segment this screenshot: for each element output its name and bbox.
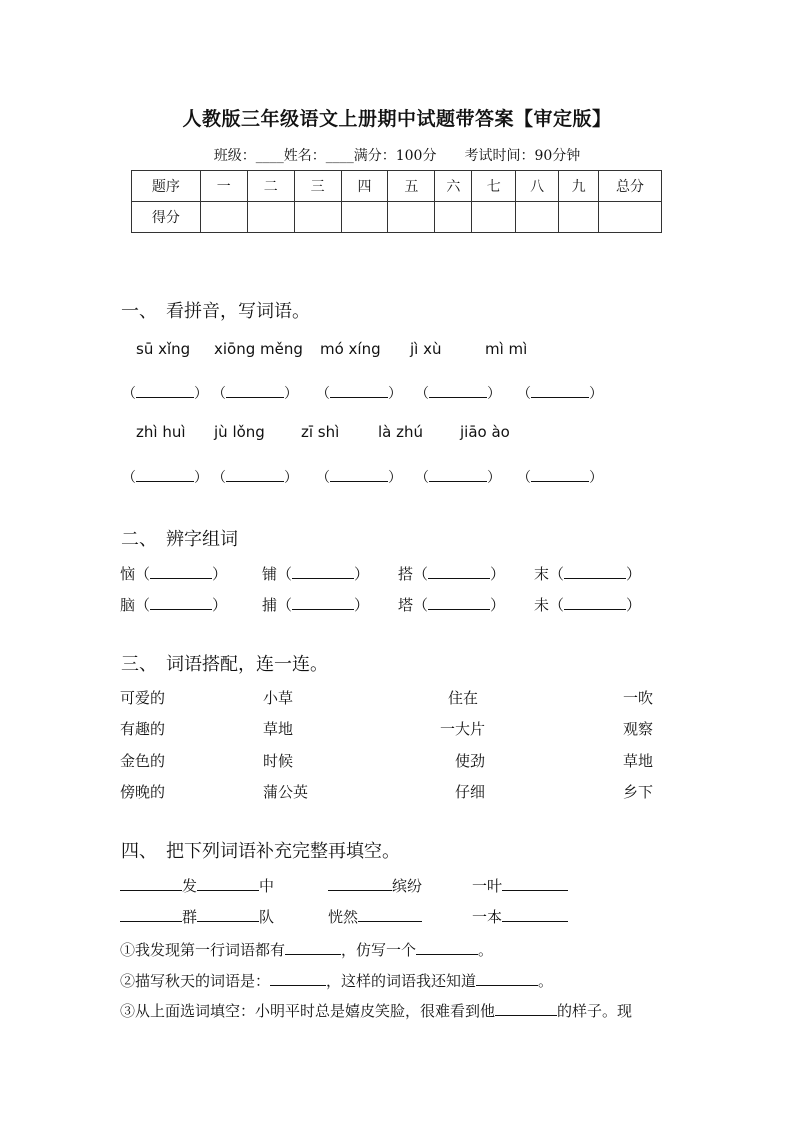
question-2[interactable]: ②描写秋天的词语是： ，这样的词语我还知道 。 bbox=[120, 972, 554, 990]
fill-word[interactable]: 发 中 bbox=[120, 875, 274, 896]
match-word[interactable]: 草地 bbox=[263, 720, 294, 738]
answer-blank[interactable]: （ ） bbox=[316, 383, 402, 403]
answer-blank[interactable]: （ ） bbox=[212, 383, 298, 403]
match-word[interactable]: 一大片 bbox=[440, 720, 486, 738]
exam-info: 班级：____姓名：____满分：100分 考试时间：90分钟 bbox=[213, 148, 581, 164]
pinyin-item: mó xíng bbox=[320, 340, 381, 358]
header-cell: 一 bbox=[200, 171, 247, 202]
answer-blank[interactable]: （ ） bbox=[415, 467, 501, 487]
score-table bbox=[131, 170, 662, 233]
match-word[interactable]: 一吹 bbox=[623, 689, 654, 707]
match-word[interactable]: 使劲 bbox=[455, 752, 486, 770]
header-cell: 题序 bbox=[132, 171, 201, 202]
answer-blank[interactable]: （ ） bbox=[517, 383, 603, 403]
char-item[interactable]: 搭（ ） bbox=[398, 565, 506, 583]
char-item[interactable]: 捕（ ） bbox=[262, 596, 370, 614]
answer-blank[interactable]: （ ） bbox=[316, 467, 402, 487]
answer-blank[interactable]: （ ） bbox=[122, 467, 208, 487]
pinyin-item: mì mì bbox=[485, 340, 528, 358]
pinyin-item: xiōng měng bbox=[214, 340, 303, 358]
match-word[interactable]: 仔细 bbox=[455, 783, 486, 801]
score-cell[interactable] bbox=[599, 202, 662, 233]
pinyin-item: là zhú bbox=[378, 423, 424, 441]
header-cell: 五 bbox=[388, 171, 435, 202]
header-cell: 九 bbox=[559, 171, 599, 202]
header-cell: 四 bbox=[341, 171, 388, 202]
question-1[interactable]: ①我发现第一行词语都有 ，仿写一个 。 bbox=[120, 941, 494, 959]
score-cell[interactable] bbox=[247, 202, 294, 233]
header-cell: 总分 bbox=[599, 171, 662, 202]
score-cell[interactable] bbox=[435, 202, 472, 233]
header-cell: 二 bbox=[247, 171, 294, 202]
pinyin-item: sū xǐng bbox=[136, 340, 191, 358]
pinyin-item: jì xù bbox=[410, 340, 442, 358]
match-word[interactable]: 蒲公英 bbox=[263, 783, 309, 801]
match-word[interactable]: 住在 bbox=[448, 689, 479, 707]
match-word[interactable]: 时候 bbox=[263, 752, 294, 770]
fill-word[interactable]: 群 队 bbox=[120, 906, 274, 927]
match-word[interactable]: 可爱的 bbox=[120, 689, 166, 707]
match-word[interactable]: 傍晚的 bbox=[120, 783, 166, 801]
char-item[interactable]: 塔（ ） bbox=[398, 596, 506, 614]
section1-heading: 一、 看拼音，写词语。 bbox=[121, 301, 310, 322]
pinyin-item: jiāo ào bbox=[460, 423, 510, 441]
score-cell[interactable] bbox=[559, 202, 599, 233]
char-item[interactable]: 恼（ ） bbox=[120, 565, 228, 583]
score-cell[interactable] bbox=[388, 202, 435, 233]
score-cell[interactable] bbox=[472, 202, 516, 233]
answer-blank[interactable]: （ ） bbox=[122, 383, 208, 403]
question-3[interactable]: ③从上面选词填空：小明平时总是嬉皮笑脸，很难看到他 的样子。现 bbox=[120, 1002, 633, 1020]
fill-word[interactable]: 一本 bbox=[472, 906, 568, 927]
match-word[interactable]: 金色的 bbox=[120, 752, 166, 770]
match-word[interactable]: 乡下 bbox=[623, 783, 654, 801]
fill-word[interactable]: 缤纷 bbox=[328, 875, 422, 896]
answer-blank[interactable]: （ ） bbox=[517, 467, 603, 487]
pinyin-item: jù lǒng bbox=[214, 423, 265, 441]
fill-word[interactable]: 恍然 bbox=[328, 906, 422, 927]
score-row-label: 得分 bbox=[132, 202, 201, 233]
match-word[interactable]: 观察 bbox=[623, 720, 654, 738]
score-cell[interactable] bbox=[294, 202, 341, 233]
answer-blank[interactable]: （ ） bbox=[212, 467, 298, 487]
match-word[interactable]: 有趣的 bbox=[120, 720, 166, 738]
score-header-row bbox=[132, 171, 662, 202]
score-cell[interactable] bbox=[200, 202, 247, 233]
score-cell[interactable] bbox=[516, 202, 559, 233]
char-item[interactable]: 未（ ） bbox=[534, 596, 642, 614]
char-item[interactable]: 铺（ ） bbox=[262, 565, 370, 583]
answer-blank[interactable]: （ ） bbox=[415, 383, 501, 403]
match-word[interactable]: 草地 bbox=[623, 752, 654, 770]
score-cell[interactable] bbox=[341, 202, 388, 233]
fill-word[interactable]: 一叶 bbox=[472, 875, 568, 896]
header-cell: 八 bbox=[516, 171, 559, 202]
section4-heading: 四、 把下列词语补充完整再填空。 bbox=[121, 841, 400, 862]
pinyin-item: zī shì bbox=[301, 423, 340, 441]
header-cell: 七 bbox=[472, 171, 516, 202]
pinyin-item: zhì huì bbox=[136, 423, 186, 441]
header-cell: 三 bbox=[294, 171, 341, 202]
section3-heading: 三、 词语搭配，连一连。 bbox=[121, 654, 328, 675]
score-row bbox=[132, 202, 662, 233]
section2-heading: 二、 辨字组词 bbox=[121, 529, 238, 550]
header-cell: 六 bbox=[435, 171, 472, 202]
char-item[interactable]: 末（ ） bbox=[534, 565, 642, 583]
char-item[interactable]: 脑（ ） bbox=[120, 596, 228, 614]
page-title: 人教版三年级语文上册期中试题带答案【审定版】 bbox=[182, 108, 612, 130]
match-word[interactable]: 小草 bbox=[263, 689, 294, 707]
